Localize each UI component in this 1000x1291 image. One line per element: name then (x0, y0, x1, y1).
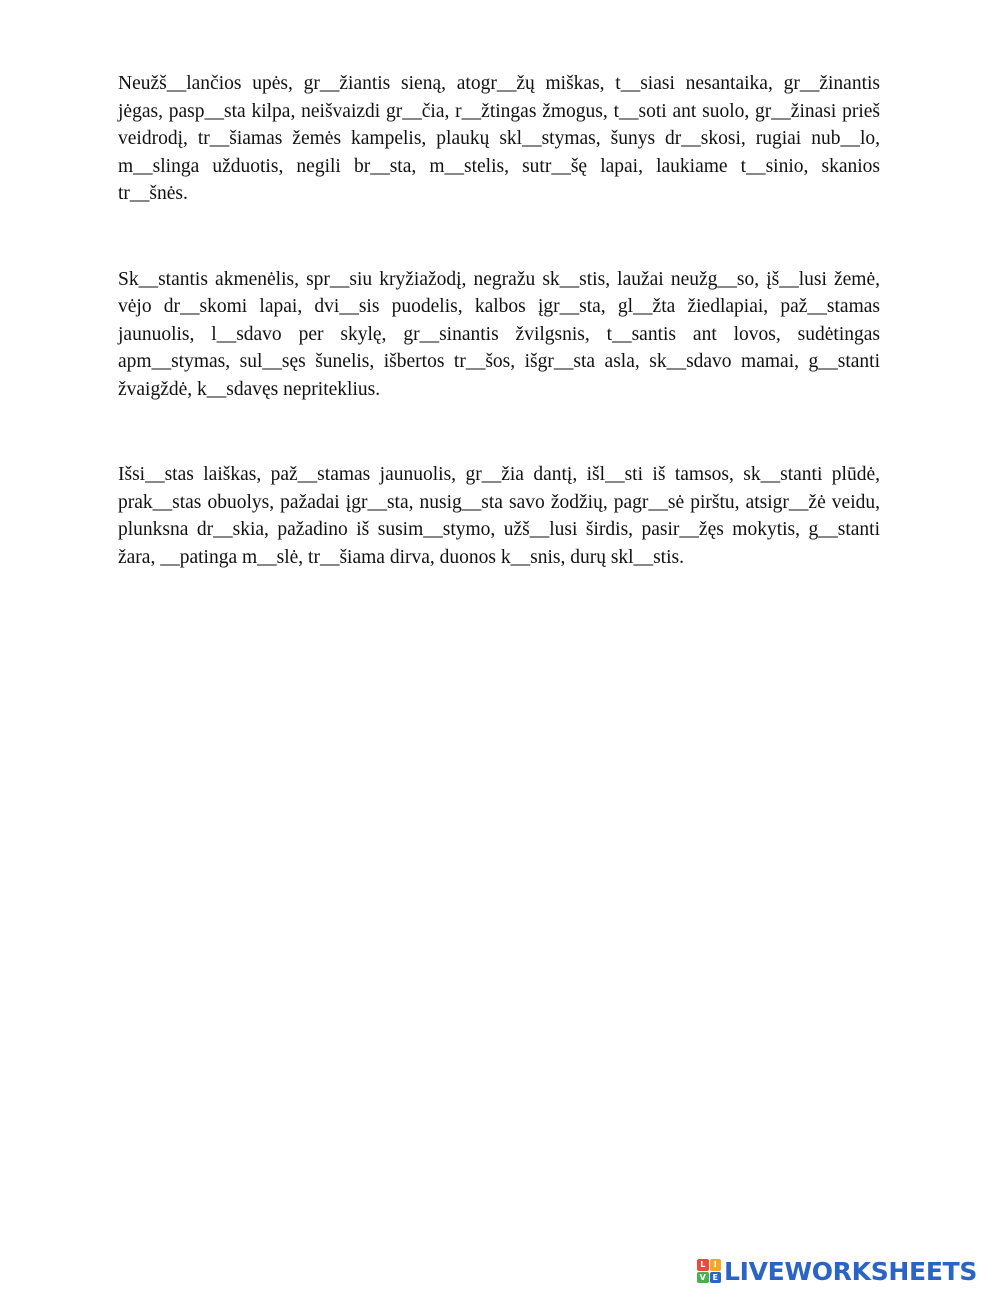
liveworksheets-blocks-icon (697, 1259, 721, 1283)
exercise-paragraph-1: Neužš__lančios upės, gr__žiantis sieną, atogr__žų miškas, t__siasi nesantaika, gr__žinantis jėgas, pasp__sta kilpa, neišvaizdi gr__čia, r__žtingas žmogus, t__soti ant suolo, gr__žinasi prieš veidrodį, tr__šiamas žemės kampelis, plaukų skl__stymas, šunys dr__skosi, rugiai nub__lo, m__slinga užduotis, negili br__sta, m__stelis, sutr__šę lapai, laukiame t__sinio, skanios tr__šnės. (118, 73, 880, 204)
logo-block-i: I (710, 1259, 722, 1271)
exercise-paragraph-3: Išsi__stas laiškas, paž__stamas jaunuolis, gr__žia dantį, išl__sti iš tamsos, sk__stanti plūdė, prak__stas obuolys, pažadai įgr__sta, nusig__sta savo žodžių, pagr__sė pirštu, atsigr__žė veidu, plunksna dr__skia, pažadino iš susim__stymo, užš__lusi širdis, pasir__žęs mokytis, g__stanti žara, __patinga m__slė, tr__šiama dirva, duonos k__snis, durų skl__stis. (118, 464, 880, 568)
exercise-paragraph-2: Sk__stantis akmenėlis, spr__siu kryžiažodį, negražu sk__stis, laužai neužg__so, įš__lusi žemė, vėjo dr__skomi lapai, dvi__sis puodelis, kalbos įgr__sta, gl__žta žiedlapiai, paž__stamas jaunuolis, l__sdavo per skylę, gr__sinantis žvilgsnis, t__santis ant lovos, sudėtingas apm__stymas, sul__sęs šunelis, išbertos tr__šos, išgr__sta asla, sk__sdavo mamai, g__stanti žvaigždė, k__sdavęs nepriteklius. (118, 268, 880, 400)
logo-block-e: E (710, 1272, 722, 1284)
logo-block-l: L (697, 1259, 709, 1271)
liveworksheets-logo (697, 1255, 977, 1287)
logo-block-v: V (697, 1272, 709, 1284)
logo-wordmark: LIVEWORKSHEETS (724, 1256, 978, 1286)
worksheet-body (118, 70, 880, 571)
